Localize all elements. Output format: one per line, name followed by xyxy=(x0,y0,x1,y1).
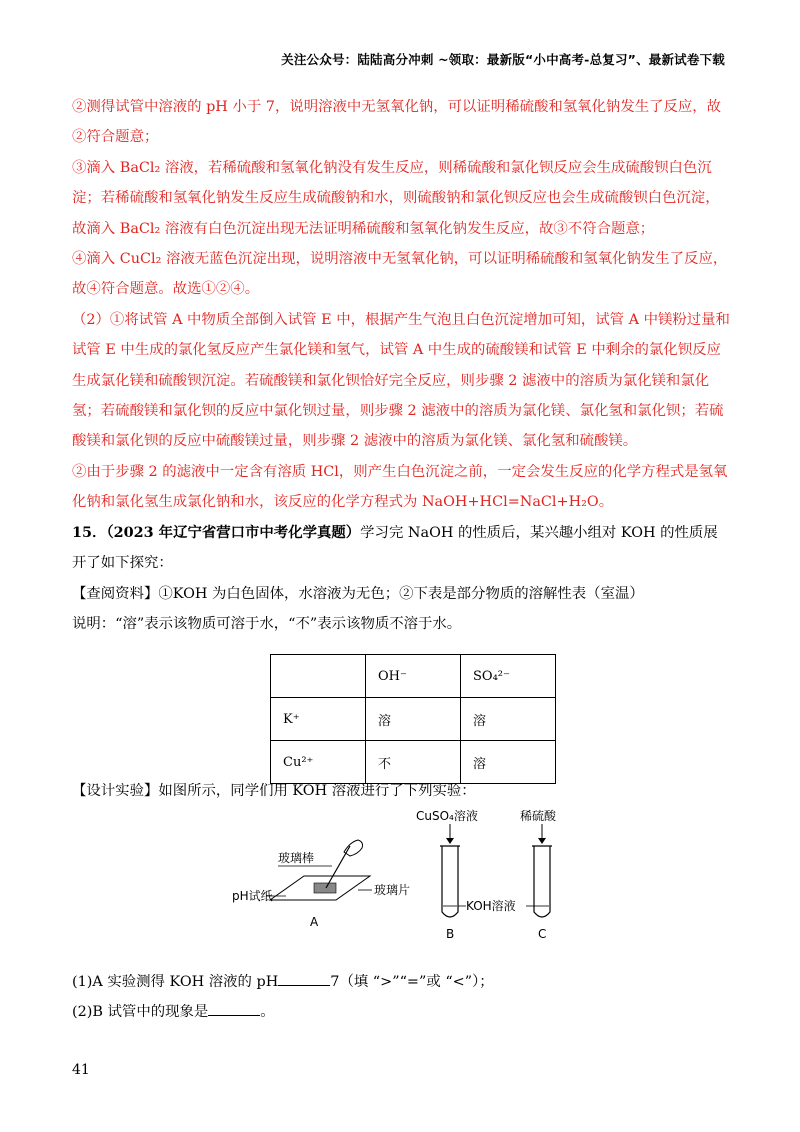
glass-slide-label: 玻璃片 xyxy=(374,883,411,897)
question-intro: 学习完 NaOH 的性质后，某兴趣小组对 KOH 的性质展开了如下探究： xyxy=(72,524,718,572)
subquestion-1-hint: 7（填 “>”“=”或 “<”）； xyxy=(330,974,494,990)
answer-body xyxy=(72,92,732,639)
table-cell: 溶 xyxy=(461,698,556,741)
subquestion-2-end: 。 xyxy=(260,1004,275,1020)
answer-paragraph-2: ②测得试管中溶液的 pH 小于 7，说明溶液中无氢氧化钠，可以证明稀硫酸和氢氧化钠发生了反应，故②符合题意； xyxy=(72,99,722,146)
table-cell: 溶 xyxy=(366,698,461,741)
cuso4-label: CuSO₄溶液 xyxy=(416,809,478,823)
table-row xyxy=(271,741,556,784)
subquestion-1 xyxy=(72,970,494,991)
glass-rod-label: 玻璃棒 xyxy=(278,851,315,865)
figure-label-c: C xyxy=(538,927,547,941)
design-text: 【设计实验】如图所示，同学们用 KOH 溶液进行了下列实验： xyxy=(72,783,476,799)
glass-rod-shape xyxy=(326,846,350,888)
page-header: 关注公众号：陆陆高分冲刺 ~领取：最新版“小中高考-总复习”、最新试卷下载 xyxy=(281,52,725,67)
figure-label-b: B xyxy=(446,927,455,941)
answer-paragraph-4: ④滴入 CuCl₂ 溶液无蓝色沉淀出现，说明溶液中无氢氧化钠，可以证明稀硫酸和氢氧化钠发生了反应，故④符合题意。故选①②④。 xyxy=(72,251,728,298)
experiment-figure xyxy=(230,808,590,948)
koh-label: KOH溶液 xyxy=(466,899,516,913)
hand-shape xyxy=(344,840,363,856)
acid-label: 稀硫酸 xyxy=(520,809,557,823)
subquestion-2 xyxy=(72,1000,275,1021)
question-source: （2023 年辽宁省营口市中考化学真题） xyxy=(106,523,361,541)
answer-paragraph-part2-2: ②由于步骤 2 的滤液中一定含有溶质 HCl，则产生白色沉淀之前，一定会发生反应的化学方程式是氢氧化钠和氯化氢生成氯化钠和水，该反应的化学方程式为 NaOH+HCl=NaCl+H₂O。 xyxy=(72,463,728,511)
question-15-intro xyxy=(72,518,732,579)
answer-blank-2[interactable] xyxy=(208,1003,260,1016)
table-cell: SO₄²⁻ xyxy=(461,655,556,698)
answer-paragraph-3: ③滴入 BaCl₂ 溶液，若稀硫酸和氢氧化钠没有发生反应，则稀硫酸和氯化钡反应会生成硫酸钡白色沉淀；若稀硫酸和氢氧化钠发生反应生成硫酸钠和水，则硫酸钠和氯化钡反应也会生成硫酸钡白色沉淀，故滴入 BaCl₂ 溶液有白色沉淀出现无法证明稀硫酸和氢氧化钠发生反应，故③不符合题意； xyxy=(72,159,720,237)
table-cell xyxy=(271,655,366,698)
subquestion-2-text: (2)B 试管中的现象是 xyxy=(72,1004,209,1020)
table-cell: Cu²⁺ xyxy=(271,741,366,784)
table-header-row xyxy=(271,655,556,698)
table-cell: OH⁻ xyxy=(366,655,461,698)
ph-paper-label: pH试纸 xyxy=(232,889,273,903)
question-note: 说明：“溶”表示该物质可溶于水，“不”表示该物质不溶于水。 xyxy=(72,615,462,632)
ph-paper-shape xyxy=(314,883,336,893)
figure-label-a: A xyxy=(310,915,319,929)
table-row xyxy=(271,698,556,741)
table-cell: 不 xyxy=(366,741,461,784)
table-cell: 溶 xyxy=(461,741,556,784)
question-material: 【查阅资料】①KOH 为白色固体，水溶液为无色；②下表是部分物质的溶解性表（室温） xyxy=(72,585,644,602)
question-number: 15． xyxy=(72,523,107,541)
solubility-table xyxy=(270,654,556,784)
table-cell: K⁺ xyxy=(271,698,366,741)
answer-paragraph-part2-1: （2）①将试管 A 中物质全部倒入试管 E 中，根据产生气泡且白色沉淀增加可知，试管 A 中镁粉过量和试管 E 中生成的氯化氢反应产生氯化镁和氢气，试管 A 中生成的硫酸镁和试管 E 中剩余的氯化钡反应生成氯化镁和硫酸钡沉淀。若硫酸镁和氯化钡恰好完全反应，则步骤 2 滤液中的溶质为氯化镁和氯化氢；若硫酸镁和氯化钡的反应中氯化钡过量，则步骤 2 滤液中的溶质为氯化镁、氯化氢和氯化钡；若硫酸镁和氯化钡的反应中硫酸镁过量，则步骤 2 滤液中的溶质为氯化镁、氯化氢和硫酸镁。 xyxy=(72,311,730,450)
answer-blank-1[interactable] xyxy=(278,973,330,986)
page-number: 41 xyxy=(72,1062,90,1078)
subquestion-1-text: (1)A 实验测得 KOH 溶液的 pH xyxy=(72,974,279,990)
